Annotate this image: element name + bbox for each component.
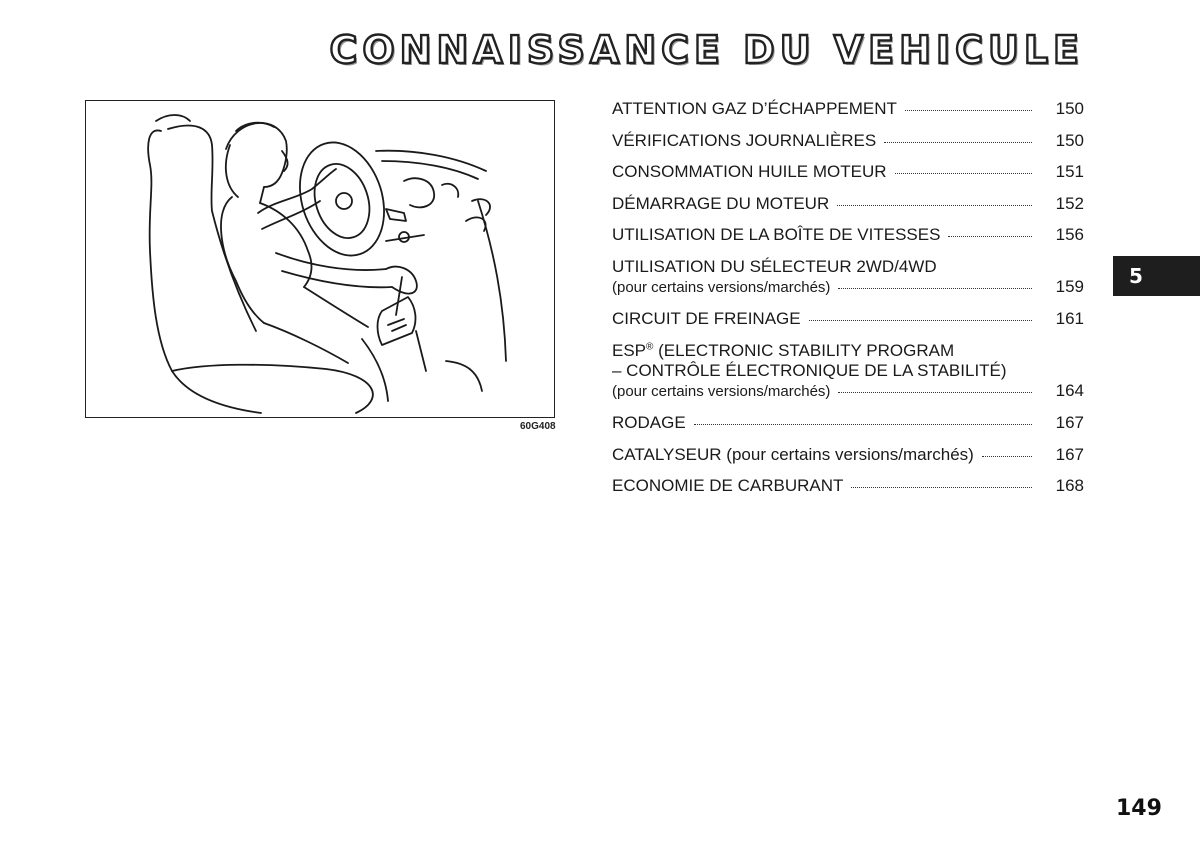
toc-entry[interactable] — [612, 257, 1084, 298]
toc-entry-page: 164 — [1055, 380, 1084, 400]
dot-leader — [838, 391, 1032, 393]
dot-leader — [982, 455, 1032, 457]
dot-leader — [809, 319, 1032, 321]
figure-code: 60G408 — [520, 421, 556, 432]
toc-entry[interactable] — [612, 131, 1084, 151]
toc-entry-title: ECONOMIE DE CARBURANT — [612, 476, 844, 495]
toc-entry-page: 151 — [1055, 162, 1084, 181]
toc-entry[interactable] — [612, 476, 1084, 496]
toc-entry-page: 168 — [1055, 476, 1084, 495]
figure-box — [85, 100, 555, 418]
toc-entry-title: ATTENTION GAZ D’ÉCHAPPEMENT — [612, 99, 897, 118]
toc-entry[interactable] — [612, 194, 1084, 214]
dot-leader — [895, 172, 1032, 174]
toc-entry-title: ESP® (ELECTRONIC STABILITY PROGRAM — [612, 340, 955, 360]
toc-entry[interactable] — [612, 309, 1084, 329]
toc-entry[interactable] — [612, 225, 1084, 245]
toc-entry-page: 167 — [1055, 413, 1084, 432]
toc-entry[interactable] — [612, 162, 1084, 182]
toc-entry-title: CIRCUIT DE FREINAGE — [612, 309, 801, 328]
toc-entry-subtitle: (pour certains versions/marchés) — [612, 278, 831, 296]
toc-entry-title: UTILISATION DU SÉLECTEUR 2WD/4WD — [612, 256, 937, 276]
toc-entry-page: 161 — [1055, 309, 1084, 328]
toc-entry[interactable] — [612, 341, 1084, 402]
toc-entry-page: 167 — [1055, 444, 1084, 464]
dot-leader — [694, 423, 1032, 425]
dot-leader — [838, 287, 1032, 289]
toc-entry[interactable] — [612, 413, 1084, 433]
toc-entry-page: 150 — [1055, 99, 1084, 118]
page-number: 149 — [1116, 796, 1162, 821]
dot-leader — [837, 204, 1032, 206]
page-title: CONNAISSANCE DU VEHICULE — [329, 28, 1084, 72]
toc-entry-title: RODAGE — [612, 413, 686, 432]
toc-entry-page: 156 — [1055, 225, 1084, 244]
table-of-contents — [612, 99, 1084, 508]
toc-entry[interactable] — [612, 99, 1084, 119]
toc-entry-title: CONSOMMATION HUILE MOTEUR — [612, 162, 887, 181]
chapter-tab: 5 — [1113, 256, 1200, 296]
toc-entry-title: DÉMARRAGE DU MOTEUR — [612, 193, 830, 213]
toc-entry[interactable] — [612, 445, 1084, 465]
toc-entry-title-continued: – CONTRÔLE ÉLECTRONIQUE DE LA STABILITÉ) — [612, 360, 1007, 380]
toc-entry-page: 152 — [1055, 193, 1084, 213]
dot-leader — [905, 109, 1032, 111]
toc-entry-title: VÉRIFICATIONS JOURNALIÈRES — [612, 130, 877, 150]
toc-entry-page: 150 — [1055, 130, 1084, 150]
toc-entry-subtitle: (pour certains versions/marchés) — [612, 382, 831, 400]
dot-leader — [948, 235, 1032, 237]
toc-entry-title: CATALYSEUR (pour certains versions/marchés) — [612, 444, 974, 464]
driver-at-steering-wheel-illustration — [86, 101, 556, 419]
dot-leader — [851, 486, 1032, 488]
toc-entry-title: UTILISATION DE LA BOÎTE DE VITESSES — [612, 225, 941, 244]
toc-entry-page: 159 — [1055, 276, 1084, 296]
dot-leader — [884, 141, 1032, 143]
